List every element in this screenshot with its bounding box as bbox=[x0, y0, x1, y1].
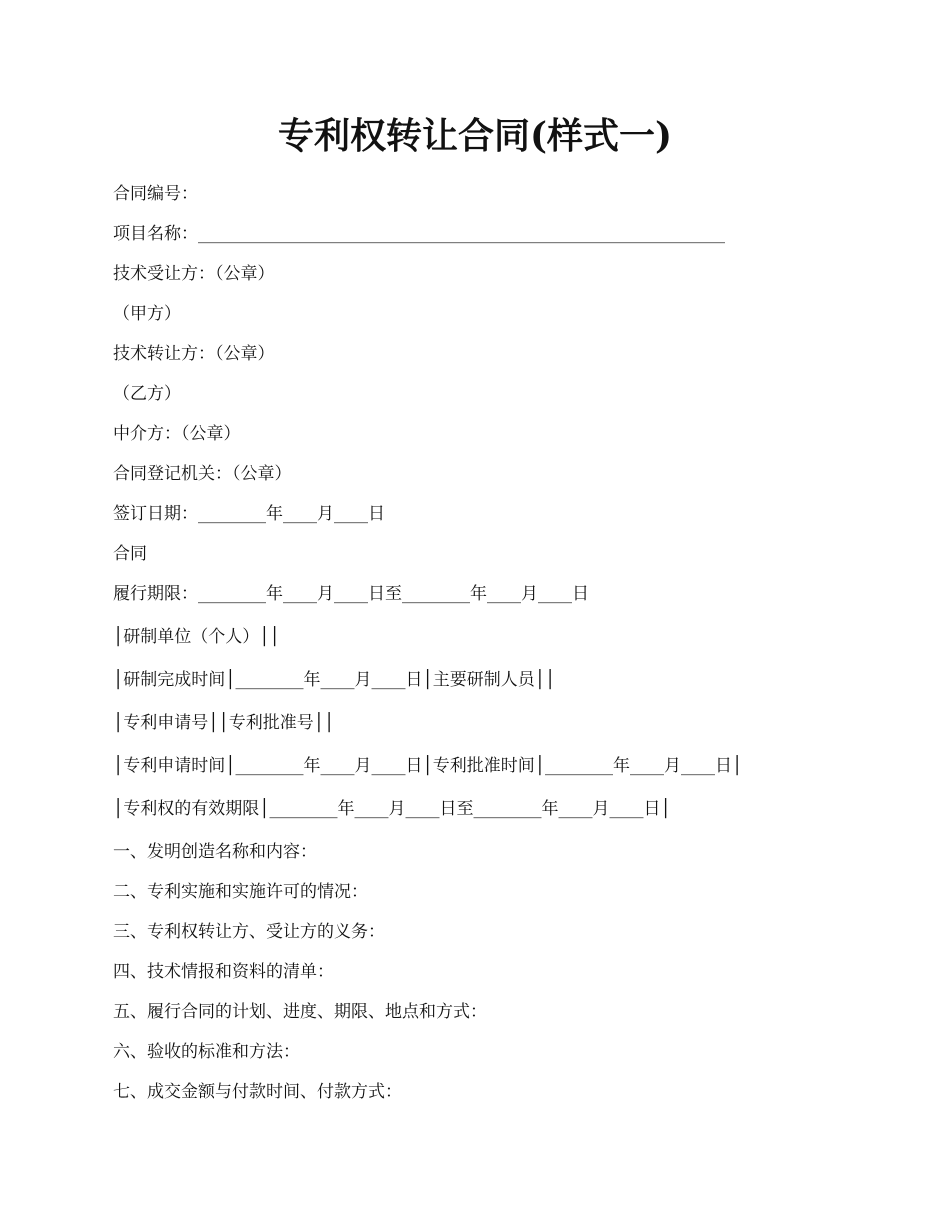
section-heading: 二、专利实施和实施许可的情况： bbox=[113, 882, 368, 902]
contract-number-line: 合同编号： bbox=[113, 184, 198, 204]
transferee-line: 技术受让方：（公章） bbox=[113, 264, 275, 284]
table-row: │研制完成时间│________年____月____日│主要研制人员││ bbox=[113, 670, 556, 690]
section-heading: 一、发明创造名称和内容： bbox=[113, 842, 317, 862]
section-heading: 七、成交金额与付款时间、付款方式： bbox=[113, 1082, 402, 1102]
table-row: │研制单位（个人）││ bbox=[113, 627, 280, 647]
table-row: │专利权的有效期限│________年____月____日至________年____月____日│ bbox=[113, 799, 671, 819]
section-heading: 四、技术情报和资料的清单： bbox=[113, 962, 334, 982]
party-a-line: （甲方） bbox=[113, 304, 181, 324]
transferor-line: 技术转让方：（公章） bbox=[113, 344, 275, 364]
section-heading: 三、专利权转让方、受让方的义务： bbox=[113, 922, 385, 942]
table-row: │专利申请时间│________年____月____日│专利批准时间│________年____月____日│ bbox=[113, 756, 743, 776]
section-heading: 六、验收的标准和方法： bbox=[113, 1042, 300, 1062]
section-heading: 五、履行合同的计划、进度、期限、地点和方式： bbox=[113, 1002, 487, 1022]
party-b-line: （乙方） bbox=[113, 384, 181, 404]
project-name-line: 项目名称：______________________________________________________________ bbox=[113, 224, 725, 244]
table-row: │专利申请号││专利批准号││ bbox=[113, 713, 335, 733]
signing-date-line: 签订日期：________年____月____日 bbox=[113, 504, 385, 524]
registration-authority-line: 合同登记机关：（公章） bbox=[113, 464, 292, 484]
intermediary-line: 中介方：（公章） bbox=[113, 424, 241, 444]
performance-period-line: 履行期限：________年____月____日至________年____月____日 bbox=[113, 584, 589, 604]
document-title: 专利权转让合同(样式一) bbox=[277, 115, 673, 157]
contract-label-line: 合同 bbox=[113, 544, 147, 564]
